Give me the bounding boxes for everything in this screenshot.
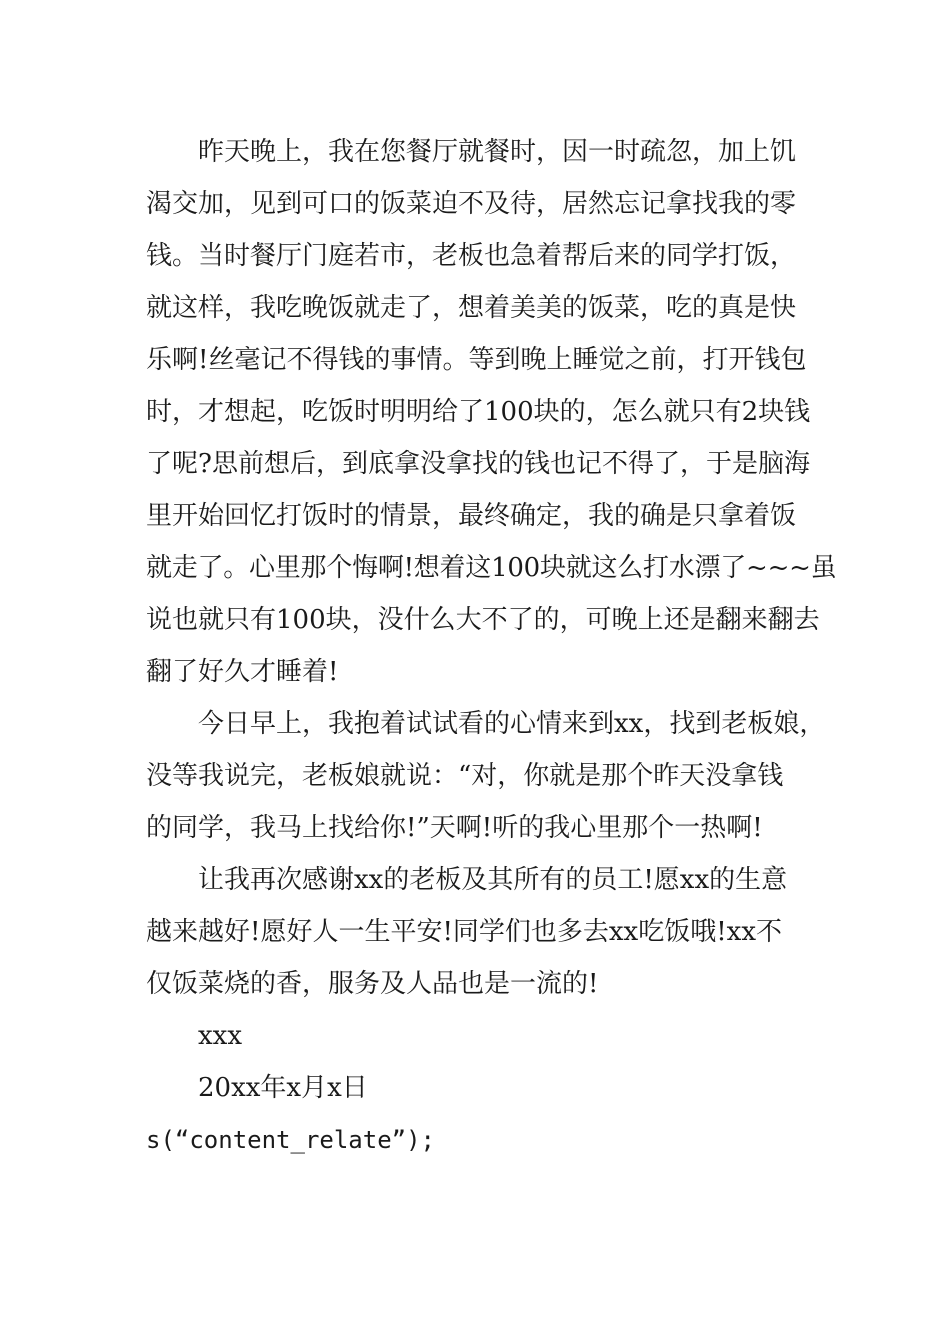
paragraph-2-line-1: 今日早上，我抱着试试看的心情来到xx，找到老板娘，: [198, 709, 826, 739]
paragraph-1: [146, 126, 836, 698]
paragraph-1-line-5: 乐啊!丝毫记不得钱的事情。等到晚上睡觉之前，打开钱包: [146, 345, 807, 375]
paragraph-2-line-3: 的同学，我马上找给你!”天啊!听的我心里那个一热啊!: [146, 813, 763, 843]
paragraph-1-line-9: 就走了。心里那个悔啊!想着这100块就这么打水漂了~~~虽: [146, 553, 837, 583]
paragraph-3-line-1: 让我再次感谢xx的老板及其所有的员工!愿xx的生意: [198, 865, 788, 895]
paragraph-1-line-10: 说也就只有100块，没什么大不了的，可晚上还是翻来翻去: [146, 605, 820, 635]
paragraph-1-line-6: 时，才想起，吃饭时明明给了100块的，怎么就只有2块钱: [146, 397, 811, 427]
paragraph-1-line-2: 渴交加，见到可口的饭菜迫不及待，居然忘记拿找我的零: [146, 189, 797, 219]
paragraph-1-line-11: 翻了好久才睡着!: [146, 657, 339, 687]
paragraph-2: [146, 698, 836, 854]
paragraph-3-line-3: 仅饭菜烧的香，服务及人品也是一流的!: [146, 969, 599, 999]
code-fragment: s(“content_relate”);: [146, 1126, 435, 1154]
paragraph-2-line-2: 没等我说完，老板娘就说：“对，你就是那个昨天没拿钱: [146, 761, 784, 791]
paragraph-1-line-7: 了呢?思前想后，到底拿没拿找的钱也记不得了，于是脑海: [146, 449, 810, 479]
paragraph-1-line-4: 就这样，我吃晚饭就走了，想着美美的饭菜，吃的真是快: [146, 293, 797, 323]
paragraph-1-line-8: 里开始回忆打饭时的情景，最终确定，我的确是只拿着饭: [146, 501, 797, 531]
letter-date: 20xx年x月x日: [198, 1073, 368, 1103]
signature: xxx: [198, 1021, 242, 1051]
paragraph-3-line-2: 越来越好!愿好人一生平安!同学们也多去xx吃饭哦!xx不: [146, 917, 782, 947]
paragraph-1-line-1: 昨天晚上，我在您餐厅就餐时，因一时疏忽，加上饥: [198, 137, 797, 167]
letter-body: [146, 126, 836, 1166]
paragraph-3: [146, 854, 836, 1010]
paragraph-1-line-3: 钱。当时餐厅门庭若市，老板也急着帮后来的同学打饭，: [146, 241, 797, 271]
